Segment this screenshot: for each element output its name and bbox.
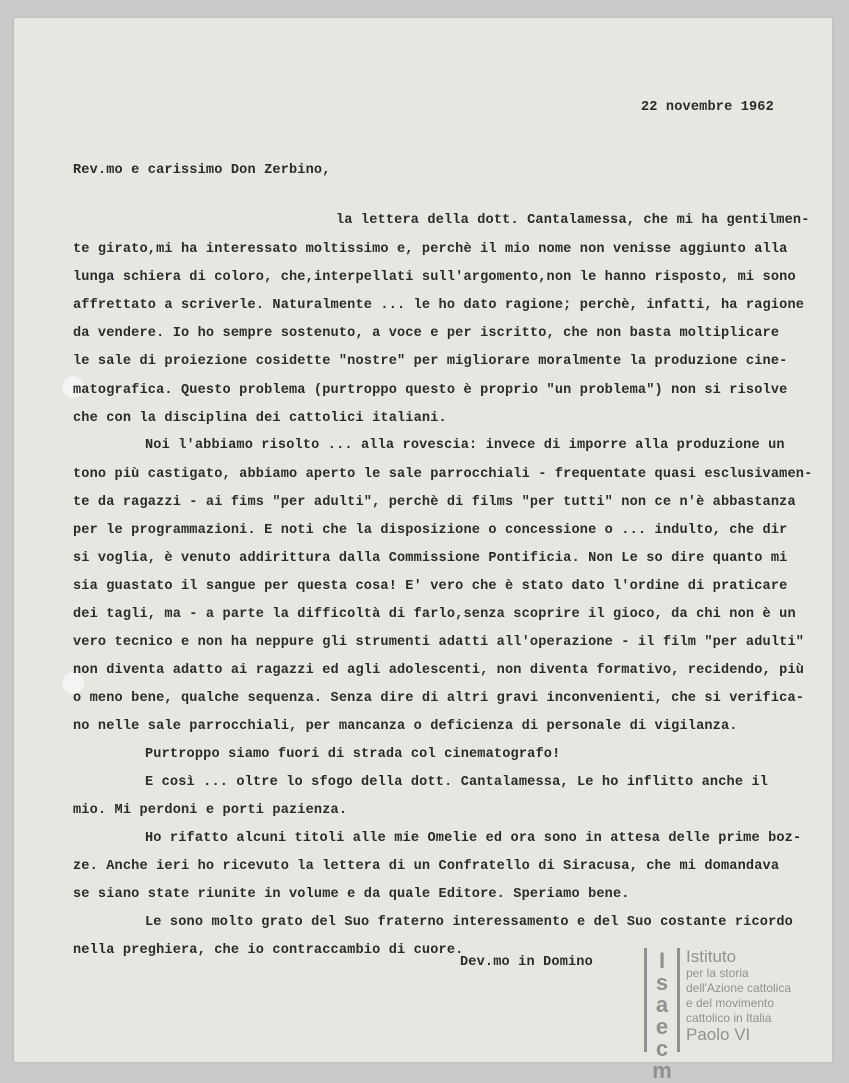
body-line: non diventa adatto ai ragazzi ed agli adolescenti, non diventa formativo, recidendo, più [73,663,805,678]
body-line: Le sono molto grato del Suo fraterno interessamento e del Suo costante ricordo [145,915,793,930]
body-line: da vendere. Io ho sempre sostenuto, a voce e per iscritto, che non basta moltiplicare [73,326,780,341]
body-line: te girato,mi ha interessato moltissimo e, perchè il mio nome non venisse aggiunto alla [73,242,788,257]
body-line: mio. Mi perdoni e porti pazienza. [73,803,348,818]
letter-salutation: Rev.mo e carissimo Don Zerbino, [73,163,331,178]
body-line: lunga schiera di coloro, che,interpellati sull'argomento,non le hanno risposto, mi sono [73,270,796,285]
institute-watermark-logo [644,947,814,1083]
body-line: la lettera della dott. Cantalamessa, che mi ha gentilmen- [336,213,810,228]
body-line: vero tecnico e non ha neppure gli strumenti adatti all'operazione - il film "per adulti" [73,635,805,650]
letter-page [14,18,832,1083]
body-line: sia guastato il sangue per questa cosa! E' vero che è stato dato l'ordine di praticare [73,579,788,594]
body-line: o meno bene, qualche sequenza. Senza dire di altri gravi inconvenienti, che si verifica- [73,691,805,706]
body-line: Ho rifatto alcuni titoli alle mie Omelie ed ora sono in attesa delle prime boz- [145,831,802,846]
body-line: si voglia, è venuto addirittura dalla Commissione Pontificia. Non Le so dire quanto mi [73,551,788,566]
body-line: Noi l'abbiamo risolto ... alla rovescia: invece di imporre alla produzione un [145,438,785,453]
letter-date: 22 novembre 1962 [641,100,774,115]
isacem-logo-mark: I s a e c m [644,948,680,1052]
body-line: se siano state riunite in volume e da quale Editore. Speriamo bene. [73,887,630,902]
body-line: le sale di proiezione cosidette "nostre" per migliorare moralmente la produzione cine- [73,354,788,369]
body-line: dei tagli, ma - a parte la difficoltà di farlo,senza scoprire il gioco, da chi non è un [73,607,796,622]
body-line: che con la disciplina dei cattolici italiani. [73,411,447,426]
body-line: ze. Anche ieri ho ricevuto la lettera di un Confratello di Siracusa, che mi domandava [73,859,780,874]
body-line: tono più castigato, abbiamo aperto le sale parrocchiali - frequentate quasi esclusivamen- [73,467,813,482]
body-line: per le programmazioni. E noti che la disposizione o concessione o ... indulto, che dir [73,523,788,538]
body-line: no nelle sale parrocchiali, per mancanza o deficienza di personale di vigilanza. [73,719,738,734]
body-line: nella preghiera, che io contraccambio di cuore. [73,943,464,958]
body-line: matografica. Questo problema (purtroppo questo è proprio "un problema") non si risolve [73,383,788,398]
letter-closing: Dev.mo in Domino [460,955,593,970]
institute-name: Istituto per la storia dell'Azione cattolica e del movimento cattolico in Italia Paolo VI [686,947,792,1044]
body-line: te da ragazzi - ai fims "per adulti", perchè di films "per tutti" non ce n'è abbastanza [73,495,796,510]
body-line: E così ... oltre lo sfogo della dott. Cantalamessa, Le ho inflitto anche il [145,775,769,790]
body-line: Purtroppo siamo fuori di strada col cinematografo! [145,747,561,762]
body-line: affrettato a scriverle. Naturalmente ... le ho dato ragione; perchè, infatti, ha ragione [73,298,805,313]
